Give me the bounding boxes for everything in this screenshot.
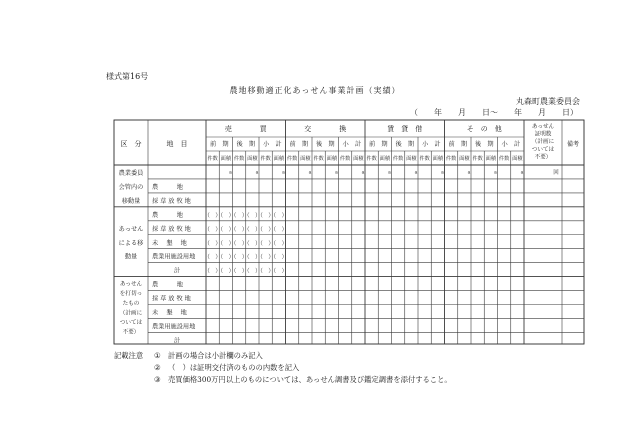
unit-label: a: [282, 170, 285, 176]
header-leaf: 面積: [512, 156, 523, 162]
paren-mark: （ ）: [230, 226, 248, 233]
note-number: ①: [154, 351, 161, 360]
unit-label: a: [229, 170, 232, 176]
header-leaf: 面積: [273, 156, 285, 162]
unit-label: a: [361, 170, 365, 176]
paren-mark: （ ）: [257, 240, 275, 247]
row-item-label: 農 地: [152, 183, 183, 191]
paren-mark: （ ）: [204, 254, 222, 261]
header-sub: 前 期: [448, 141, 468, 148]
note-number: ③: [154, 375, 161, 384]
notes-heading: 記載注意: [114, 351, 144, 360]
header-leaf: 件数: [313, 156, 324, 162]
header-kubun: 区 分: [120, 140, 142, 148]
header-leaf: 面積: [459, 156, 470, 162]
section-label: （計画に: [119, 310, 143, 317]
paren-mark: （ ）: [230, 254, 248, 261]
paren-mark: （ ）: [270, 254, 288, 261]
paren-mark: （ ）: [204, 268, 222, 275]
header-leaf: 件数: [339, 156, 351, 162]
unit-label: a: [467, 170, 471, 176]
header-leaf: 面積: [379, 156, 391, 162]
row-item-label: 採 草 放 牧 地: [152, 225, 191, 233]
paren-mark: （ ）: [230, 268, 248, 275]
paren-mark: （ ）: [243, 240, 261, 247]
note-text: 計画の場合は小計欄のみ記入: [168, 351, 263, 360]
header-assen-count: （計画に: [531, 139, 555, 146]
header-sub: 小 計: [342, 141, 362, 148]
section-label: 移動量: [121, 197, 141, 205]
header-leaf: 面積: [406, 156, 417, 162]
paren-mark: （ ）: [204, 212, 222, 219]
paren-mark: （ ）: [270, 212, 288, 219]
row-item-label: 採 草 放 牧 地: [152, 197, 191, 205]
paren-mark: （ ）: [257, 268, 275, 275]
header-leaf: 面積: [300, 156, 311, 162]
unit-label: 回: [553, 170, 559, 176]
header-assen-count: 証明数: [534, 131, 552, 138]
header-leaf: 面積: [432, 156, 444, 162]
header-sub: 前 期: [209, 141, 229, 148]
paren-mark: （ ）: [243, 212, 261, 219]
paren-mark: （ ）: [270, 226, 288, 233]
paren-mark: （ ）: [217, 226, 235, 233]
unit-label: a: [414, 170, 418, 176]
section-label: ついては: [119, 320, 143, 326]
note-number: ②: [154, 363, 161, 372]
paren-mark: （ ）: [257, 226, 275, 233]
unit-label: a: [388, 170, 391, 176]
header-sub: 後 期: [474, 141, 494, 148]
header-group: 交 換: [304, 125, 347, 133]
unit-label: a: [494, 170, 497, 176]
header-leaf: 面積: [485, 156, 497, 162]
paren-mark: （ ）: [217, 212, 235, 219]
note-text: （ ）は証明交付済のものの内数を記入: [168, 363, 300, 372]
header-assen-count: 不要）: [534, 154, 552, 161]
header-sub: 前 期: [289, 141, 309, 148]
section-label: あっせん: [119, 281, 143, 288]
paren-mark: （ ）: [257, 212, 275, 219]
header-leaf: 件数: [472, 156, 483, 162]
unit-label: a: [441, 170, 444, 176]
committee-name: 丸森町農業委員会: [516, 97, 580, 106]
paren-mark: （ ）: [257, 254, 275, 261]
row-item-label: 農業用施設用地: [152, 323, 196, 331]
section-label: 不要）: [122, 329, 140, 336]
notes-section: [114, 350, 452, 386]
header-leaf: 件数: [392, 156, 404, 162]
row-item-label: 農 地: [152, 211, 183, 219]
header-group: 賃 貸 借: [387, 125, 423, 133]
paren-mark: （ ）: [217, 268, 235, 275]
header-leaf: 件数: [260, 156, 271, 162]
unit-label: a: [308, 170, 312, 176]
paren-mark: （ ）: [204, 240, 222, 247]
header-leaf: 件数: [445, 156, 457, 162]
header-leaf: 件数: [419, 156, 430, 162]
header-sub: 小 計: [262, 141, 282, 148]
period-range: （ 年 月 日〜 年 月 日）: [410, 108, 578, 117]
row-item-label: 採 草 放 牧 地: [152, 295, 191, 303]
unit-label: a: [255, 170, 259, 176]
header-remarks: 備考: [566, 141, 580, 148]
section-label: を打切っ: [119, 291, 143, 298]
section-label: あっせん: [118, 225, 144, 233]
row-item-label: 農 地: [152, 281, 183, 289]
unit-label: a: [520, 170, 524, 176]
row-item-label: 農業用施設用地: [152, 253, 196, 261]
header-assen-count: ついては: [531, 146, 555, 153]
header-leaf: 件数: [207, 156, 218, 162]
row-item-label: 計: [173, 267, 181, 275]
paren-mark: （ ）: [270, 240, 288, 247]
header-leaf: 面積: [326, 156, 338, 162]
paren-mark: （ ）: [217, 254, 235, 261]
section-label: 会管内の: [118, 183, 144, 191]
header-group: そ の 他: [466, 125, 502, 133]
row-item-label: 未 墾 地: [152, 239, 187, 247]
header-leaf: 面積: [220, 156, 232, 162]
paren-mark: （ ）: [243, 254, 261, 261]
note-text: 売買価格300万円以上のものについては、あっせん調書及び鑑定調書を添付すること。: [168, 375, 452, 384]
section-label: 農業委員: [118, 170, 144, 177]
header-assen-count: あっせん: [531, 124, 555, 130]
header-sub: 小 計: [421, 141, 441, 148]
section-label: 動量: [124, 253, 138, 261]
header-leaf: 件数: [366, 156, 377, 162]
paren-mark: （ ）: [230, 240, 248, 247]
header-leaf: 件数: [286, 156, 298, 162]
header-group: 売 買: [224, 125, 267, 133]
paren-mark: （ ）: [270, 268, 288, 275]
paren-mark: （ ）: [230, 212, 248, 219]
header-leaf: 件数: [233, 156, 245, 162]
header-chimoku: 地 目: [166, 140, 188, 148]
header-sub: 小 計: [501, 141, 521, 148]
form-number: 様式第16号: [106, 72, 149, 81]
section-label: による移: [118, 239, 144, 247]
header-leaf: 件数: [498, 156, 510, 162]
header-leaf: 面積: [247, 156, 258, 162]
row-item-label: 未 墾 地: [152, 309, 187, 317]
paren-mark: （ ）: [243, 226, 261, 233]
unit-label: a: [335, 170, 338, 176]
paren-mark: （ ）: [204, 226, 222, 233]
paren-mark: （ ）: [217, 240, 235, 247]
header-leaf: 面積: [353, 156, 364, 162]
section-label: たもの: [122, 300, 140, 307]
header-sub: 後 期: [236, 141, 256, 148]
paren-mark: （ ）: [243, 268, 261, 275]
row-item-label: 計: [173, 337, 181, 345]
header-sub: 後 期: [395, 141, 415, 148]
header-sub: 後 期: [315, 141, 335, 148]
header-sub: 前 期: [368, 141, 388, 148]
document-title: 農地移動適正化あっせん事業計画（実績）: [229, 86, 401, 95]
